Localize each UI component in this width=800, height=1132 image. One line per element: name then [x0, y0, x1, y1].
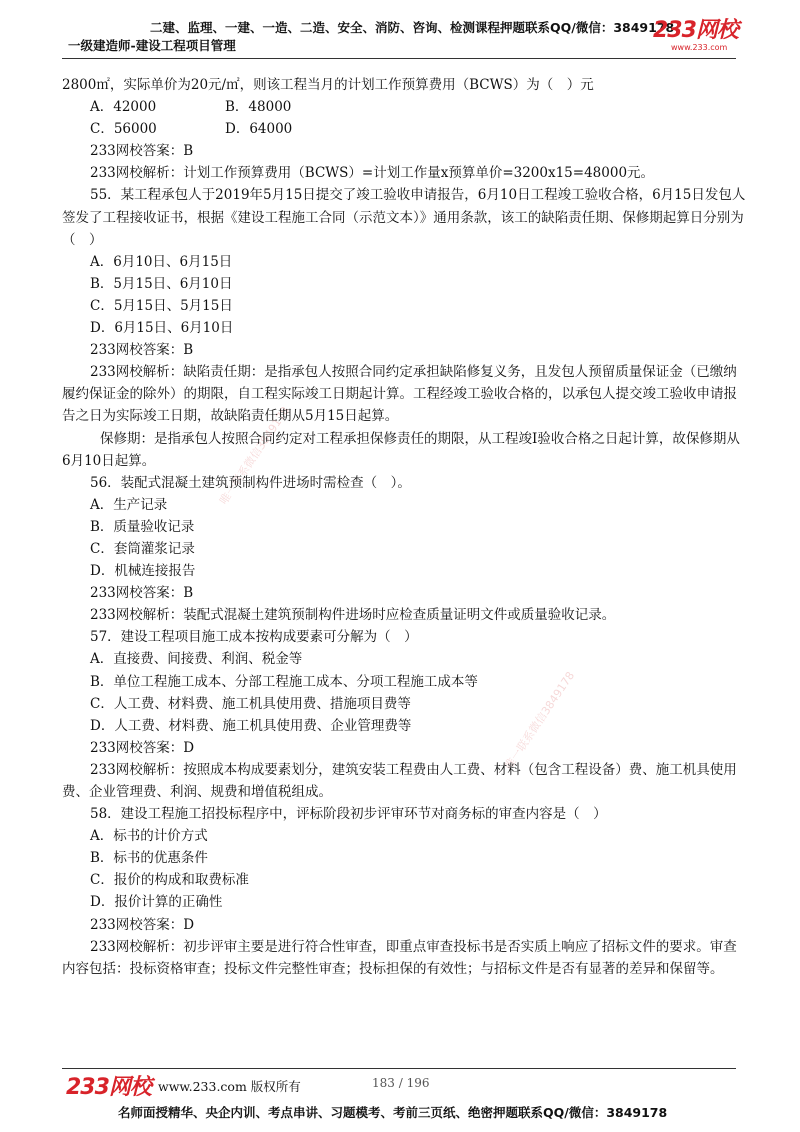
question-58-answer: 233网校答案：D [90, 916, 195, 933]
question-54-options-row [62, 118, 746, 140]
watermark: 唯一联系微信3849178 [502, 669, 578, 772]
option-c: C．56000 [90, 121, 157, 138]
option-d: D．64000 [225, 121, 293, 138]
footer-copyright: www.233.com 版权所有 [158, 1079, 301, 1094]
option-b: B．标书的优惠条件 [90, 850, 208, 867]
option-d: D．报价计算的正确性 [90, 894, 223, 911]
option-c: C．套筒灌浆记录 [90, 540, 195, 557]
question-58-stem: 58．建设工程施工招投标程序中，评标阶段初步评审环节对商务标的审查内容是（ ） [90, 806, 607, 823]
question-55-analysis-warranty: 保修期：是指承包人按照合同约定对工程承担保修责任的期限，从工程竣I验收合格之日起计算，故保修期从6月10日起算。 [62, 430, 740, 469]
page-header [0, 0, 800, 60]
footer-promo-line: 名师面授精华、央企内训、考点串讲、习题模考、考前三页纸、绝密押题联系QQ/微信：3849178 [118, 1105, 668, 1120]
watermark: 唯一联系微信3849178 [217, 404, 293, 507]
question-55-stem: 55．某工程承包人于2019年5月15日提交了竣工验收申请报告，6月10日工程竣工验收合格，6月15日发包人签发了工程接收证书，根据《建设工程施工合同（示范文本）》通用条款，该工的缺陷责任期、保修期起算日分别为（ ） [62, 187, 746, 248]
question-56-analysis: 233网校解析：装配式混凝土建筑预制构件进场时应检查质量证明文件或质量验收记录。 [90, 607, 616, 624]
footer-brand-logo: 233网校 [66, 1075, 151, 1100]
header-divider [62, 58, 736, 59]
option-c: C．报价的构成和取费标准 [90, 872, 249, 889]
question-54-answer: 233网校答案：B [90, 143, 194, 160]
document-body [62, 74, 746, 980]
option-a: A．42000 [90, 99, 157, 116]
brand-logo-url: www.233.com [671, 43, 728, 52]
option-a: A．直接费、间接费、利润、税金等 [90, 651, 303, 668]
option-a: A．生产记录 [90, 496, 168, 513]
question-55-answer: 233网校答案：B [90, 342, 194, 359]
question-57-analysis: 233网校解析：按照成本构成要素划分，建筑安装工程费由人工费、材料（包含工程设备）费、施工机具使用费、企业管理费、利润、规费和增值税组成。 [62, 761, 737, 800]
option-b: B．质量验收记录 [90, 518, 195, 535]
option-c: C．人工费、材料费、施工机具使用费、措施项目费等 [90, 695, 411, 712]
option-d: D．人工费、材料费、施工机具使用费、企业管理费等 [90, 717, 412, 734]
option-d: D．机械连接报告 [90, 563, 196, 580]
option-b: B．单位工程施工成本、分部工程施工成本、分项工程施工成本等 [90, 673, 478, 690]
question-58-analysis: 233网校解析：初步评审主要是进行符合性审查，即重点审查投标书是否实质上响应了招标文件的要求。审查内容包括：投标资格审查；投标文件完整性审查；投标担保的有效性；与招标文件是否有显著的差异和保留等。 [62, 938, 737, 977]
brand-logo [653, 20, 738, 52]
option-d: D．6月15日、6月10日 [90, 320, 234, 337]
question-55-analysis: 233网校解析：缺陷责任期：是指承包人按照合同约定承担缺陷修复义务，且发包人预留质量保证金（已缴纳履约保证金的除外）的期限，自工程实际竣工日期起计算。工程经竣工验收合格的，以承包人提交竣工验收申请报告之日为实际竣工日期，故缺陷责任期从5月15日起算。 [62, 364, 737, 425]
question-54-options-row [62, 96, 746, 118]
brand-logo-text: 233网校 [653, 18, 738, 43]
question-56-answer: 233网校答案：B [90, 585, 194, 602]
option-b: B．48000 [225, 99, 292, 116]
question-56-stem: 56．装配式混凝土建筑预制构件进场时需检查（ ）。 [90, 474, 411, 491]
page-number: 183 / 196 [372, 1076, 430, 1090]
option-a: A．标书的计价方式 [90, 828, 208, 845]
option-b: B．5月15日、6月10日 [90, 275, 233, 292]
question-57-answer: 233网校答案：D [90, 739, 195, 756]
question-54-stem-end: 2800㎡，实际单价为20元/㎡，则该工程当月的计划工作预算费用（BCWS）为（ ）元 [62, 77, 594, 93]
question-57-stem: 57．建设工程项目施工成本按构成要素可分解为（ ） [90, 629, 418, 646]
option-a: A．6月10日、6月15日 [90, 253, 233, 270]
header-promo-line: 二建、监理、一建、一造、二造、安全、消防、咨询、检测课程押题联系QQ/微信：3849178 [150, 20, 675, 35]
question-54-analysis: 233网校解析：计划工作预算费用（BCWS）=计划工作量x预算单价=3200x15=48000元。 [90, 165, 655, 182]
option-c: C．5月15日、5月15日 [90, 297, 233, 314]
header-subject-title: 一级建造师-建设工程项目管理 [68, 38, 236, 53]
footer-divider [62, 1068, 736, 1069]
